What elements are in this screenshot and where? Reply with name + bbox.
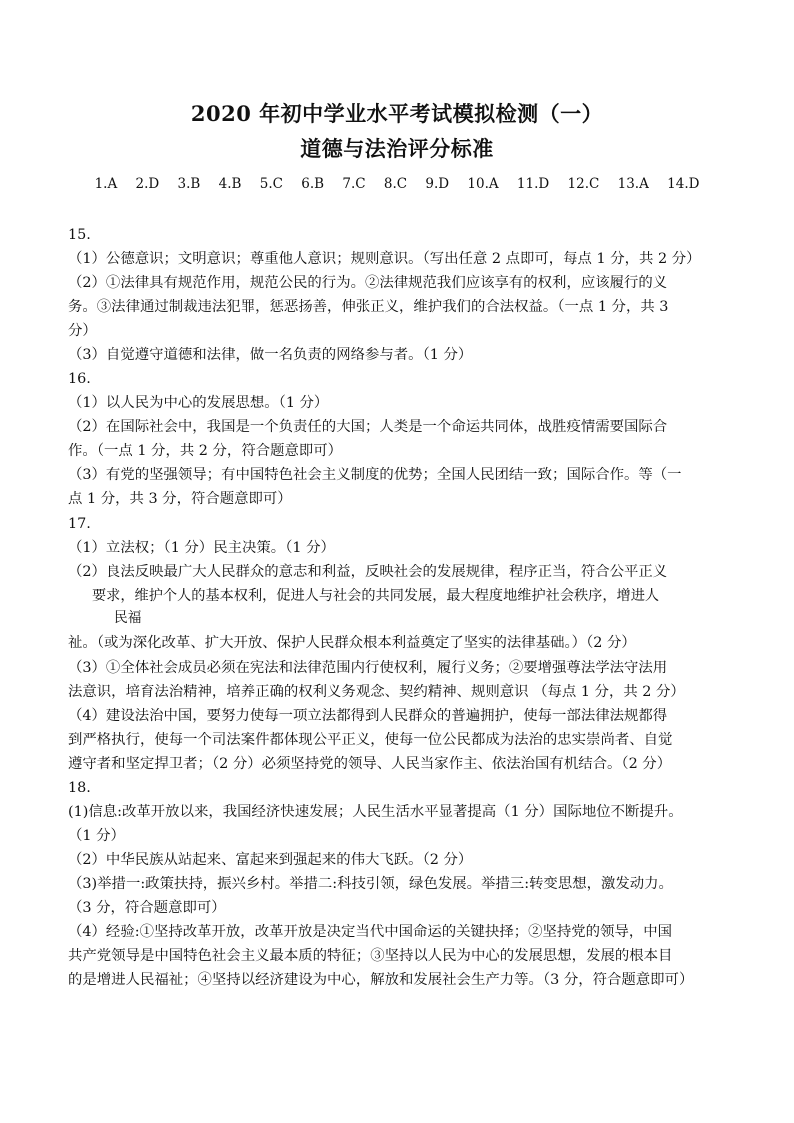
choice-answer: 8.C bbox=[383, 176, 408, 192]
choice-answer: 1.A bbox=[94, 176, 118, 192]
answer-line: （3)举措一:政策扶持，振兴乡村。举措二:科技引领，绿色发展。举措三:转变思想，激发动力。 bbox=[68, 876, 673, 892]
choice-answer-key bbox=[0, 176, 794, 192]
answer-line: （3）自觉遵守道德和法律，做一名负责的网络参与者。（1 分） bbox=[68, 347, 473, 363]
answer-line: 祉。（或为深化改革、扩大开放、保护人民群众根本利益奠定了坚实的法律基础。）（2 分） bbox=[68, 635, 636, 651]
choice-answer: 7.C bbox=[342, 176, 366, 192]
choice-answer: 12.C bbox=[567, 176, 600, 192]
answer-line: (1)信息:改革开放以来，我国经济快速发展；人民生活水平显著提高（1 分）国际地位不断提升。 bbox=[68, 804, 683, 820]
answer-line: （2）良法反映最广大人民群众的意志和利益，反映社会的发展规律，程序正当，符合公平正义 bbox=[68, 564, 668, 580]
answer-line: 法意识，培育法治精神，培养正确的权利义务观念、契约精神、规则意识 （每点 1 分，共 2 分） bbox=[68, 684, 685, 700]
question-number-18: 18. bbox=[68, 780, 91, 796]
question-number-15: 15. bbox=[68, 227, 91, 243]
choice-answer: 11.D bbox=[516, 176, 550, 192]
answer-line: 分） bbox=[68, 323, 97, 339]
answer-line: 要求，维护个人的基本权利，促进人与社会的共同发展，最大程度地维护社会秩序，增进人 bbox=[92, 588, 660, 604]
answer-line: 点 1 分，共 3 分，符合题意即可） bbox=[68, 491, 292, 507]
answer-line: （3）有党的坚强领导；有中国特色社会主义制度的优势；全国人民团结一致；国际合作。等（一 bbox=[68, 467, 682, 483]
choice-answer: 10.A bbox=[467, 176, 499, 192]
choice-answer: 2.D bbox=[135, 176, 160, 192]
answer-line: 民福 bbox=[114, 610, 142, 626]
answer-line: （2）中华民族从站起来、富起来到强起来的伟大飞跃。（2 分） bbox=[68, 852, 473, 868]
choice-answer: 13.A bbox=[617, 176, 649, 192]
document-title: 2020 年初中学业水平考试模拟检测（一） bbox=[190, 101, 604, 126]
question-number-16: 16. bbox=[68, 371, 91, 387]
answer-line: （3）①全体社会成员必须在宪法和法律范围内行使权利，履行义务；②要增强尊法学法守法用 bbox=[68, 660, 668, 676]
answer-line: （2）在国际社会中，我国是一个负责任的大国；人类是一个命运共同体，战胜疫情需要国际合 bbox=[68, 419, 668, 435]
answer-line: 的是增进人民福祉；④坚持以经济建设为中心，解放和发展社会生产力等。（3 分，符合题意即可） bbox=[68, 972, 694, 988]
answer-line: 到严格执行，使每一个司法案件都体现公平正义，使每一位公民都成为法治的忠实崇尚者、自觉 bbox=[68, 732, 673, 748]
answer-line: 共产党领导是中国特色社会主义最本质的特征；③坚持以人民为中心的发展思想，发展的根本目 bbox=[68, 948, 673, 964]
choice-answer: 3.B bbox=[177, 176, 201, 192]
choice-answer: 14.D bbox=[667, 176, 700, 192]
choice-answer: 6.B bbox=[301, 176, 325, 192]
answer-line: （1）公德意识；文明意识；尊重他人意识；规则意识。（写出任意 2 点即可，每点 1 分，共 2 分） bbox=[68, 251, 701, 267]
answer-line: （1）以人民为中心的发展思想。（1 分） bbox=[68, 395, 329, 411]
choice-answer: 4.B bbox=[218, 176, 242, 192]
answer-line: （4）建设法治中国，要努力使每一项立法都得到人民群众的普遍拥护，使每一部法律法规都得 bbox=[68, 708, 668, 724]
answer-line: 遵守者和坚定捍卫者；（2 分）必须坚持党的领导、人民当家作主、依法治国有机结合。（2 分） bbox=[68, 756, 672, 772]
answer-line: （1 分） bbox=[68, 828, 125, 844]
answer-line: （3 分，符合题意即可） bbox=[68, 900, 226, 916]
question-number-17: 17. bbox=[68, 516, 91, 532]
answer-line: （4）经验:①坚持改革开放，改革开放是决定当代中国命运的关键抉择；②坚持党的领导，中国 bbox=[68, 924, 673, 940]
document-subtitle: 道德与法治评分标准 bbox=[300, 136, 494, 161]
answer-line: （1）立法权；（1 分）民主决策。（1 分） bbox=[68, 540, 335, 556]
choice-answer: 5.C bbox=[259, 176, 283, 192]
answer-line: 务。③法律通过制裁违法犯罪，惩恶扬善，伸张正义，维护我们的合法权益。（一点 1 分，共 3 bbox=[68, 299, 669, 315]
answer-line: 作。（一点 1 分，共 2 分，符合题意即可） bbox=[68, 443, 343, 459]
choice-answer: 9.D bbox=[425, 176, 450, 192]
answer-line: （2）①法律具有规范作用，规范公民的行为。②法律规范我们应该享有的权利，应该履行的义 bbox=[68, 275, 668, 291]
